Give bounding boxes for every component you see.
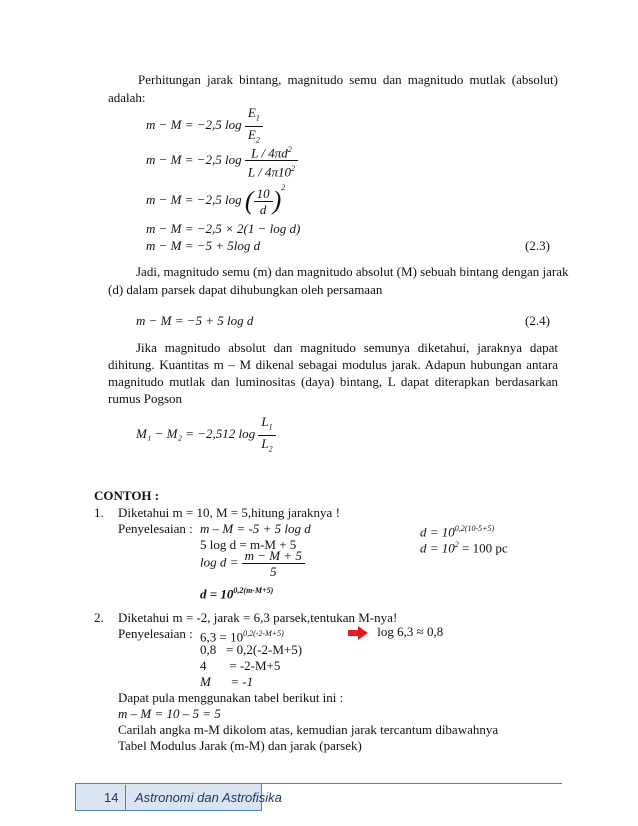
example-1-step-1: m – M = -5 + 5 log d [200, 521, 311, 536]
para2-line-1: Jadi, magnitudo semu (m) dan magnitudo absolut (M) sebuah bintang dengan jarak [136, 264, 569, 279]
intro-line-1: Perhitungan jarak bintang, magnitudo semu dan magnitudo mutlak (absolut) [138, 72, 558, 87]
fraction-10-over-d: $\frac{10}{d}$ [254, 186, 273, 217]
example-2-step-2: 0,8 = 0,2(-2-M+5) [200, 642, 303, 657]
example-2-step-3: 4 = -2-M+5 [200, 658, 281, 673]
example-2-step-1: $6,3 = 10^{0,2(-2-M+5)}$ [200, 629, 284, 645]
para3-line-2: dihitung. Kuantitas m – M dikenal sebagai modulus jarak. Adapun hubungan antara [108, 357, 558, 372]
fraction-luminosity: $\frac{L / 4\pi d^2}{L / 4\pi 10^2}$ [245, 142, 298, 180]
fraction-l1-l2: $\frac{L_1}{L_2}$ [258, 414, 275, 456]
example-2-question: Diketahui m = -2, jarak = 6,3 parsek,tentukan M-nya! [118, 610, 398, 625]
example-1-number: 1. [94, 505, 104, 520]
example-2-step-4: M = -1 [200, 674, 254, 689]
example-1-step-2: 5 log d = m-M + 5 [200, 537, 297, 552]
derivation-line-1: m − M = −2,5 log $\frac{E_1}{E_2}$ [146, 105, 263, 147]
fraction-modulus-over-5: $\frac{m - M + 5}{5}$ [242, 548, 305, 579]
equation-2-4: m − M = −5 + 5 log d [136, 313, 254, 328]
example-2-number: 2. [94, 610, 104, 625]
footer-separator [125, 785, 126, 810]
derivation-line-3: m − M = −2,5 log ( $\frac{10}{d}$ )$^2$ [146, 183, 286, 217]
example-2-arrow-note: log 6,3 ≈ 0,8 [348, 624, 443, 640]
page-number: 14 [104, 790, 119, 805]
pogson-formula: M₁ − M₂ = −2,512 log $\frac{L_1}{L_2}$ [136, 414, 276, 456]
derivation-line-5: m − M = −5 + 5log d [146, 238, 261, 253]
example-2-note-4: Tabel Modulus Jarak (m-M) dan jarak (parsek) [118, 738, 362, 753]
para3-line-3: magnitudo mutlak dan luminositas (daya) bintang, L dapat diterapkan berdasarkan [108, 374, 558, 389]
example-1-label: Penyelesaian : [118, 521, 193, 536]
example-1-question: Diketahui m = 10, M = 5,hitung jaraknya ! [118, 505, 340, 520]
example-2-note-2: m – M = 10 – 5 = 5 [118, 706, 221, 721]
equation-number-2-4: (2.4) [525, 313, 550, 328]
fraction-e1-e2: $\frac{E_1}{E_2}$ [245, 105, 263, 147]
example-1-right-2: $d = 10^2 = 100$ pc [420, 540, 508, 556]
footer-book-title: Astronomi dan Astrofisika [135, 790, 282, 805]
example-1-step-3: log d = $\frac{m - M + 5}{5}$ [200, 548, 305, 579]
para3-line-1: Jika magnitudo absolut dan magnitudo semunya diketahui, jaraknya dapat [136, 340, 558, 355]
example-2-note-1: Dapat pula menggunakan tabel berikut ini : [118, 690, 344, 705]
derivation-line-2: m − M = −2,5 log $\frac{L / 4\pi d^2}{L / 4\pi 10^2}$ [146, 142, 298, 180]
contoh-heading: CONTOH : [94, 488, 160, 503]
example-1-result: $d = 10^{0,2(m-M+5)}$ [200, 586, 274, 602]
intro-line-2: adalah: [108, 90, 146, 105]
example-2-label: Penyelesaian : [118, 626, 193, 641]
para3-line-4: rumus Pogson [108, 391, 183, 406]
equation-number-2-3: (2.3) [525, 238, 550, 253]
example-2-note-3: Carilah angka m-M dikolom atas, kemudian jarak tercantum dibawahnya [118, 722, 499, 737]
example-1-right-1: $d = 10^{0,2(10-5+5)}$ [420, 524, 495, 540]
para2-line-2: (d) dalam parsek dapat dihubungkan oleh persamaan [108, 282, 383, 297]
red-arrow-icon [348, 626, 368, 640]
derivation-line-4: m − M = −2,5 × 2(1 − log d) [146, 221, 301, 236]
